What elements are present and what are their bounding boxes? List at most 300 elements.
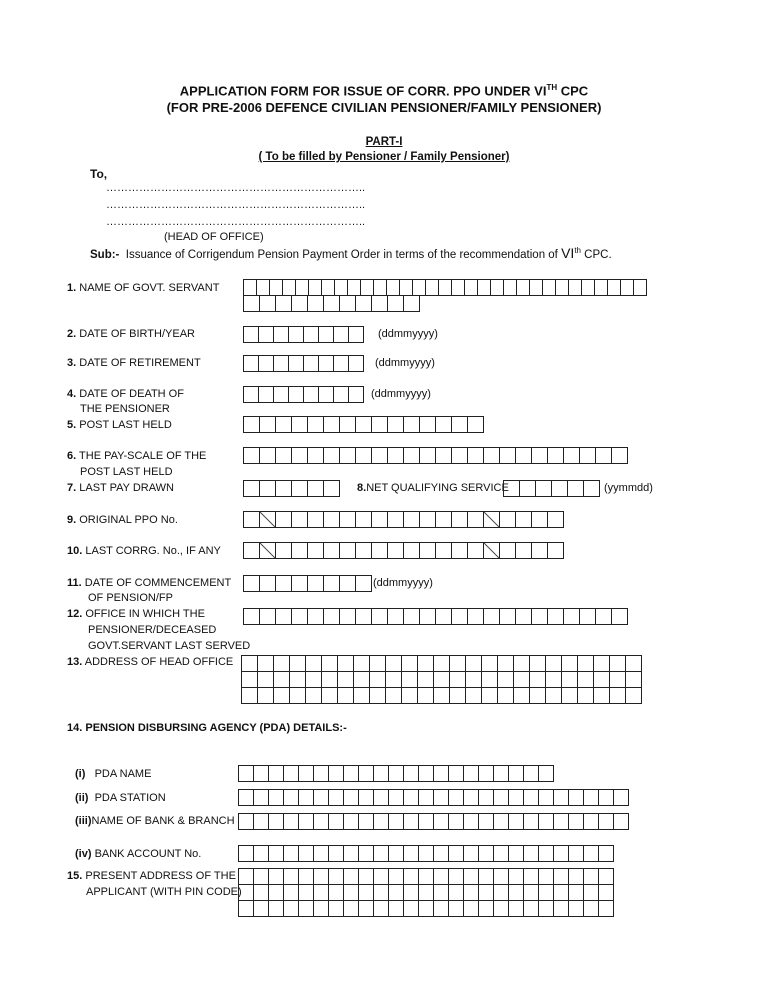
char-box[interactable]: [339, 447, 355, 464]
char-box[interactable]: [493, 868, 508, 885]
char-box[interactable]: [553, 845, 568, 862]
last-corrg-boxes[interactable]: [243, 542, 564, 559]
char-box[interactable]: [243, 542, 259, 559]
char-box[interactable]: [403, 789, 418, 806]
char-box[interactable]: [403, 868, 418, 885]
char-box[interactable]: [403, 416, 419, 433]
char-box[interactable]: [275, 575, 291, 592]
char-box[interactable]: [288, 386, 303, 403]
char-box[interactable]: [369, 655, 385, 672]
char-box[interactable]: [288, 326, 303, 343]
char-box[interactable]: [419, 511, 435, 528]
char-box[interactable]: [353, 687, 369, 704]
char-box[interactable]: [353, 671, 369, 688]
char-box[interactable]: [535, 480, 551, 497]
char-box[interactable]: [291, 608, 307, 625]
present-address-row3[interactable]: [238, 900, 614, 917]
char-box[interactable]: [478, 845, 493, 862]
char-box[interactable]: [243, 295, 259, 312]
char-box[interactable]: [401, 687, 417, 704]
char-box[interactable]: [243, 575, 259, 592]
char-box[interactable]: [433, 868, 448, 885]
char-box[interactable]: [257, 671, 273, 688]
char-box[interactable]: [253, 868, 268, 885]
char-box[interactable]: [515, 542, 531, 559]
char-box[interactable]: [523, 789, 538, 806]
char-box[interactable]: [291, 542, 307, 559]
char-box[interactable]: [339, 511, 355, 528]
char-box[interactable]: [373, 884, 388, 901]
char-box[interactable]: [513, 655, 529, 672]
char-box[interactable]: [283, 765, 298, 782]
char-box[interactable]: [583, 845, 598, 862]
char-box[interactable]: [373, 900, 388, 917]
char-box[interactable]: [358, 813, 373, 830]
char-box[interactable]: [418, 868, 433, 885]
char-box[interactable]: [583, 900, 598, 917]
death-date-boxes[interactable]: [243, 386, 364, 403]
dob-boxes[interactable]: [243, 326, 364, 343]
char-box[interactable]: [358, 845, 373, 862]
char-box[interactable]: [323, 542, 339, 559]
char-box[interactable]: [373, 789, 388, 806]
char-box[interactable]: [318, 355, 333, 372]
char-box[interactable]: [483, 542, 499, 559]
char-box[interactable]: [448, 884, 463, 901]
char-box[interactable]: [478, 813, 493, 830]
retirement-date-boxes[interactable]: [243, 355, 364, 372]
post-last-held-boxes[interactable]: [243, 416, 484, 433]
char-box[interactable]: [448, 789, 463, 806]
char-box[interactable]: [598, 868, 614, 885]
char-box[interactable]: [371, 447, 387, 464]
char-box[interactable]: [418, 813, 433, 830]
char-box[interactable]: [508, 845, 523, 862]
char-box[interactable]: [305, 671, 321, 688]
char-box[interactable]: [493, 765, 508, 782]
char-box[interactable]: [463, 789, 478, 806]
char-box[interactable]: [553, 813, 568, 830]
char-box[interactable]: [305, 687, 321, 704]
char-box[interactable]: [283, 884, 298, 901]
char-box[interactable]: [553, 868, 568, 885]
char-box[interactable]: [467, 608, 483, 625]
char-box[interactable]: [348, 355, 364, 372]
char-box[interactable]: [598, 900, 614, 917]
char-box[interactable]: [448, 845, 463, 862]
char-box[interactable]: [333, 386, 348, 403]
char-box[interactable]: [568, 279, 581, 296]
char-box[interactable]: [275, 511, 291, 528]
char-box[interactable]: [386, 279, 399, 296]
char-box[interactable]: [508, 813, 523, 830]
pay-scale-boxes[interactable]: [243, 447, 628, 464]
char-box[interactable]: [467, 511, 483, 528]
char-box[interactable]: [298, 765, 313, 782]
char-box[interactable]: [307, 416, 323, 433]
char-box[interactable]: [595, 608, 611, 625]
char-box[interactable]: [463, 884, 478, 901]
char-box[interactable]: [403, 900, 418, 917]
char-box[interactable]: [508, 789, 523, 806]
char-box[interactable]: [538, 845, 553, 862]
char-box[interactable]: [268, 765, 283, 782]
char-box[interactable]: [403, 884, 418, 901]
char-box[interactable]: [515, 447, 531, 464]
char-box[interactable]: [515, 608, 531, 625]
char-box[interactable]: [328, 884, 343, 901]
char-box[interactable]: [448, 900, 463, 917]
char-box[interactable]: [508, 765, 523, 782]
name-boxes-row2[interactable]: [243, 295, 420, 312]
char-box[interactable]: [339, 575, 355, 592]
char-box[interactable]: [385, 671, 401, 688]
char-box[interactable]: [259, 480, 275, 497]
char-box[interactable]: [568, 868, 583, 885]
char-box[interactable]: [403, 542, 419, 559]
char-box[interactable]: [401, 671, 417, 688]
char-box[interactable]: [464, 279, 477, 296]
char-box[interactable]: [583, 868, 598, 885]
char-box[interactable]: [508, 900, 523, 917]
char-box[interactable]: [418, 884, 433, 901]
char-box[interactable]: [545, 655, 561, 672]
char-box[interactable]: [387, 511, 403, 528]
char-box[interactable]: [547, 608, 563, 625]
char-box[interactable]: [418, 845, 433, 862]
char-box[interactable]: [555, 279, 568, 296]
char-box[interactable]: [449, 655, 465, 672]
char-box[interactable]: [283, 868, 298, 885]
char-box[interactable]: [598, 813, 613, 830]
char-box[interactable]: [355, 575, 372, 592]
char-box[interactable]: [323, 295, 339, 312]
char-box[interactable]: [593, 687, 609, 704]
char-box[interactable]: [241, 687, 257, 704]
char-box[interactable]: [318, 326, 333, 343]
char-box[interactable]: [516, 279, 529, 296]
char-box[interactable]: [553, 789, 568, 806]
char-box[interactable]: [433, 845, 448, 862]
char-box[interactable]: [435, 542, 451, 559]
char-box[interactable]: [417, 655, 433, 672]
char-box[interactable]: [499, 511, 515, 528]
head-office-address-row3[interactable]: [241, 687, 642, 704]
char-box[interactable]: [369, 687, 385, 704]
char-box[interactable]: [593, 655, 609, 672]
char-box[interactable]: [321, 671, 337, 688]
char-box[interactable]: [568, 789, 583, 806]
char-box[interactable]: [343, 868, 358, 885]
char-box[interactable]: [463, 813, 478, 830]
char-box[interactable]: [243, 416, 259, 433]
char-box[interactable]: [328, 868, 343, 885]
char-box[interactable]: [388, 765, 403, 782]
char-box[interactable]: [412, 279, 425, 296]
char-box[interactable]: [493, 813, 508, 830]
present-address-row2[interactable]: [238, 884, 614, 901]
char-box[interactable]: [323, 480, 340, 497]
char-box[interactable]: [313, 884, 328, 901]
char-box[interactable]: [403, 813, 418, 830]
char-box[interactable]: [337, 687, 353, 704]
char-box[interactable]: [253, 845, 268, 862]
char-box[interactable]: [465, 687, 481, 704]
char-box[interactable]: [339, 295, 355, 312]
char-box[interactable]: [519, 480, 535, 497]
char-box[interactable]: [307, 575, 323, 592]
char-box[interactable]: [323, 608, 339, 625]
pda-station-boxes[interactable]: [238, 789, 629, 806]
char-box[interactable]: [433, 813, 448, 830]
char-box[interactable]: [295, 279, 308, 296]
char-box[interactable]: [403, 295, 420, 312]
char-box[interactable]: [337, 655, 353, 672]
char-box[interactable]: [529, 671, 545, 688]
char-box[interactable]: [478, 868, 493, 885]
char-box[interactable]: [581, 279, 594, 296]
char-box[interactable]: [298, 813, 313, 830]
char-box[interactable]: [385, 655, 401, 672]
char-box[interactable]: [463, 765, 478, 782]
char-box[interactable]: [478, 765, 493, 782]
original-ppo-boxes[interactable]: [243, 511, 564, 528]
char-box[interactable]: [481, 671, 497, 688]
char-box[interactable]: [387, 447, 403, 464]
char-box[interactable]: [538, 884, 553, 901]
char-box[interactable]: [523, 900, 538, 917]
char-box[interactable]: [609, 687, 625, 704]
char-box[interactable]: [371, 542, 387, 559]
char-box[interactable]: [259, 295, 275, 312]
char-box[interactable]: [373, 868, 388, 885]
char-box[interactable]: [355, 295, 371, 312]
char-box[interactable]: [273, 655, 289, 672]
char-box[interactable]: [595, 447, 611, 464]
char-box[interactable]: [523, 884, 538, 901]
char-box[interactable]: [243, 608, 259, 625]
char-box[interactable]: [238, 789, 253, 806]
char-box[interactable]: [275, 447, 291, 464]
char-box[interactable]: [283, 813, 298, 830]
char-box[interactable]: [348, 386, 364, 403]
char-box[interactable]: [348, 326, 364, 343]
char-box[interactable]: [625, 655, 642, 672]
char-box[interactable]: [613, 789, 629, 806]
char-box[interactable]: [307, 542, 323, 559]
char-box[interactable]: [343, 765, 358, 782]
char-box[interactable]: [538, 789, 553, 806]
char-box[interactable]: [497, 671, 513, 688]
char-box[interactable]: [268, 813, 283, 830]
char-box[interactable]: [321, 279, 334, 296]
char-box[interactable]: [435, 608, 451, 625]
char-box[interactable]: [463, 868, 478, 885]
char-box[interactable]: [283, 789, 298, 806]
char-box[interactable]: [339, 542, 355, 559]
char-box[interactable]: [483, 511, 499, 528]
char-box[interactable]: [609, 655, 625, 672]
char-box[interactable]: [523, 845, 538, 862]
char-box[interactable]: [493, 845, 508, 862]
char-box[interactable]: [355, 511, 371, 528]
char-box[interactable]: [313, 789, 328, 806]
char-box[interactable]: [371, 295, 387, 312]
head-office-address-row1[interactable]: [241, 655, 642, 672]
char-box[interactable]: [323, 575, 339, 592]
char-box[interactable]: [268, 900, 283, 917]
char-box[interactable]: [465, 671, 481, 688]
char-box[interactable]: [307, 295, 323, 312]
char-box[interactable]: [339, 608, 355, 625]
char-box[interactable]: [343, 884, 358, 901]
char-box[interactable]: [328, 900, 343, 917]
char-box[interactable]: [289, 687, 305, 704]
char-box[interactable]: [358, 900, 373, 917]
char-box[interactable]: [298, 900, 313, 917]
char-box[interactable]: [268, 789, 283, 806]
char-box[interactable]: [256, 279, 269, 296]
char-box[interactable]: [568, 813, 583, 830]
char-box[interactable]: [478, 789, 493, 806]
char-box[interactable]: [291, 480, 307, 497]
char-box[interactable]: [577, 655, 593, 672]
char-box[interactable]: [291, 511, 307, 528]
char-box[interactable]: [303, 386, 318, 403]
commencement-date-boxes[interactable]: [243, 575, 372, 592]
char-box[interactable]: [538, 765, 554, 782]
char-box[interactable]: [531, 542, 547, 559]
char-box[interactable]: [625, 671, 642, 688]
char-box[interactable]: [503, 279, 516, 296]
char-box[interactable]: [497, 687, 513, 704]
char-box[interactable]: [291, 575, 307, 592]
char-box[interactable]: [531, 511, 547, 528]
char-box[interactable]: [613, 813, 629, 830]
char-box[interactable]: [438, 279, 451, 296]
char-box[interactable]: [388, 813, 403, 830]
char-box[interactable]: [493, 900, 508, 917]
char-box[interactable]: [355, 416, 371, 433]
char-box[interactable]: [523, 813, 538, 830]
char-box[interactable]: [298, 884, 313, 901]
char-box[interactable]: [503, 480, 519, 497]
char-box[interactable]: [418, 900, 433, 917]
char-box[interactable]: [259, 542, 275, 559]
char-box[interactable]: [547, 542, 564, 559]
char-box[interactable]: [313, 868, 328, 885]
char-box[interactable]: [388, 789, 403, 806]
char-box[interactable]: [465, 655, 481, 672]
char-box[interactable]: [449, 671, 465, 688]
char-box[interactable]: [508, 868, 523, 885]
char-box[interactable]: [360, 279, 373, 296]
char-box[interactable]: [289, 655, 305, 672]
char-box[interactable]: [435, 447, 451, 464]
char-box[interactable]: [337, 671, 353, 688]
char-box[interactable]: [529, 279, 542, 296]
char-box[interactable]: [343, 789, 358, 806]
char-box[interactable]: [417, 671, 433, 688]
char-box[interactable]: [545, 671, 561, 688]
char-box[interactable]: [567, 480, 583, 497]
char-box[interactable]: [513, 687, 529, 704]
char-box[interactable]: [463, 845, 478, 862]
char-box[interactable]: [355, 608, 371, 625]
char-box[interactable]: [339, 416, 355, 433]
qualifying-service-boxes[interactable]: [503, 480, 600, 497]
char-box[interactable]: [303, 326, 318, 343]
char-box[interactable]: [243, 480, 259, 497]
char-box[interactable]: [451, 447, 467, 464]
char-box[interactable]: [448, 765, 463, 782]
char-box[interactable]: [288, 355, 303, 372]
pda-name-boxes[interactable]: [238, 765, 554, 782]
char-box[interactable]: [611, 447, 628, 464]
char-box[interactable]: [387, 608, 403, 625]
char-box[interactable]: [273, 687, 289, 704]
char-box[interactable]: [403, 511, 419, 528]
char-box[interactable]: [385, 687, 401, 704]
char-box[interactable]: [238, 884, 253, 901]
bank-branch-boxes[interactable]: [238, 813, 629, 830]
char-box[interactable]: [238, 765, 253, 782]
char-box[interactable]: [241, 671, 257, 688]
char-box[interactable]: [433, 765, 448, 782]
char-box[interactable]: [259, 575, 275, 592]
char-box[interactable]: [448, 813, 463, 830]
char-box[interactable]: [497, 655, 513, 672]
char-box[interactable]: [373, 279, 386, 296]
char-box[interactable]: [448, 868, 463, 885]
char-box[interactable]: [467, 416, 484, 433]
char-box[interactable]: [598, 845, 614, 862]
char-box[interactable]: [418, 765, 433, 782]
char-box[interactable]: [253, 884, 268, 901]
char-box[interactable]: [343, 813, 358, 830]
char-box[interactable]: [307, 511, 323, 528]
char-box[interactable]: [388, 868, 403, 885]
char-box[interactable]: [238, 845, 253, 862]
char-box[interactable]: [419, 447, 435, 464]
char-box[interactable]: [353, 655, 369, 672]
char-box[interactable]: [369, 671, 385, 688]
char-box[interactable]: [257, 687, 273, 704]
char-box[interactable]: [313, 845, 328, 862]
char-box[interactable]: [547, 447, 563, 464]
char-box[interactable]: [403, 845, 418, 862]
char-box[interactable]: [579, 608, 595, 625]
char-box[interactable]: [307, 447, 323, 464]
char-box[interactable]: [513, 671, 529, 688]
char-box[interactable]: [611, 608, 628, 625]
char-box[interactable]: [563, 447, 579, 464]
char-box[interactable]: [275, 416, 291, 433]
char-box[interactable]: [259, 511, 275, 528]
char-box[interactable]: [321, 687, 337, 704]
char-box[interactable]: [607, 279, 620, 296]
char-box[interactable]: [553, 884, 568, 901]
char-box[interactable]: [551, 480, 567, 497]
char-box[interactable]: [243, 447, 259, 464]
char-box[interactable]: [257, 655, 273, 672]
char-box[interactable]: [467, 447, 483, 464]
char-box[interactable]: [387, 542, 403, 559]
char-box[interactable]: [561, 671, 577, 688]
char-box[interactable]: [323, 447, 339, 464]
char-box[interactable]: [403, 765, 418, 782]
char-box[interactable]: [419, 608, 435, 625]
